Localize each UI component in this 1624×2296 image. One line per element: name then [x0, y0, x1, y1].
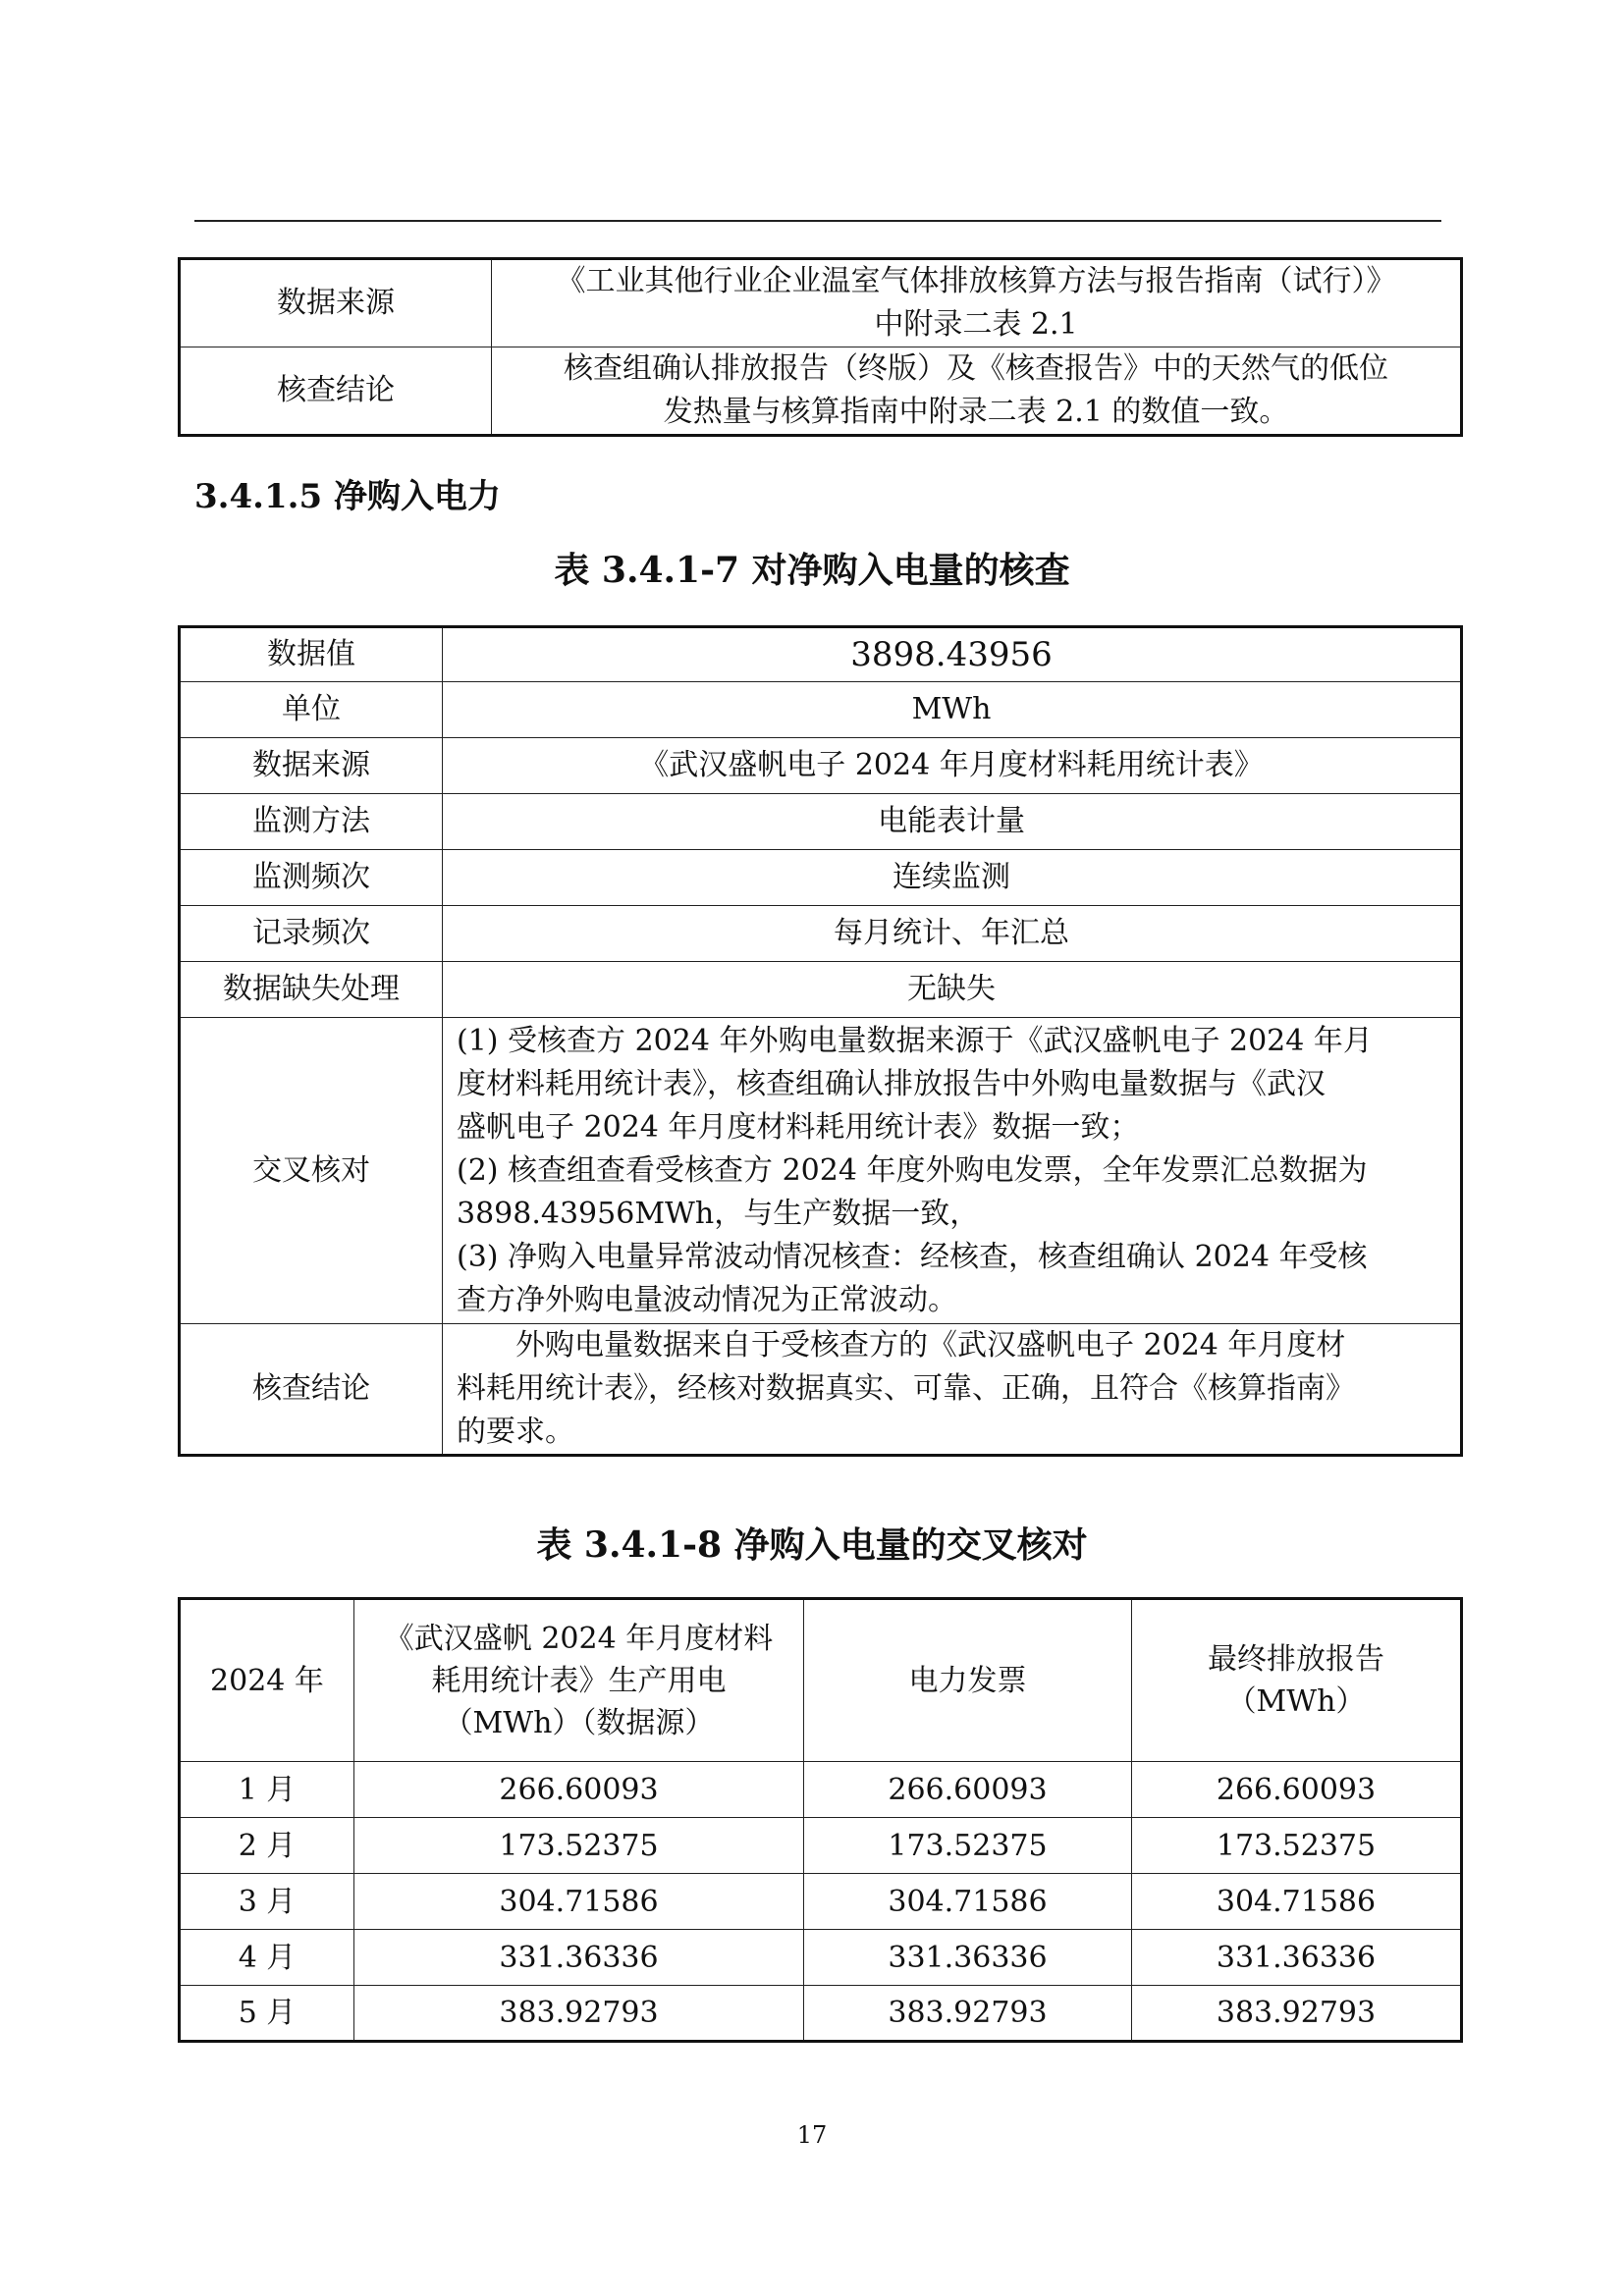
row-label: 核查结论	[180, 1324, 443, 1456]
row-label: 数据缺失处理	[180, 962, 443, 1018]
table2-caption: 表 3.4.1-8 净购入电量的交叉核对	[536, 1524, 1088, 1566]
report-cell: 304.71586	[1132, 1874, 1462, 1930]
table-row	[180, 627, 1462, 682]
header-line: （MWh）（数据源）	[443, 1705, 715, 1740]
value-line: 中附录二表 2.1	[874, 307, 1078, 342]
table-row	[180, 850, 1462, 906]
table-row	[180, 1818, 1462, 1874]
table-row	[180, 682, 1462, 738]
invoice-cell: 383.92793	[804, 1986, 1132, 2042]
table-row	[180, 962, 1462, 1018]
report-cell: 173.52375	[1132, 1818, 1462, 1874]
text-line: 外购电量数据来自于受核查方的《武汉盛帆电子 2024 年月度材	[515, 1328, 1346, 1362]
row-value	[492, 259, 1462, 347]
header-line: 耗用统计表》生产用电	[431, 1663, 727, 1698]
report-cell: 383.92793	[1132, 1986, 1462, 2042]
col-header-report	[1132, 1599, 1462, 1762]
month-cell: 2 月	[180, 1818, 354, 1874]
invoice-cell: 266.60093	[804, 1762, 1132, 1818]
month-cell: 5 月	[180, 1986, 354, 2042]
text-line: 料耗用统计表》，经核对数据真实、可靠、正确，且符合《核算指南》	[457, 1371, 1355, 1406]
cross-check-text	[443, 1018, 1462, 1324]
page-number: 17	[796, 2121, 828, 2149]
month-cell: 4 月	[180, 1930, 354, 1986]
source-cell: 266.60093	[354, 1762, 804, 1818]
table-row	[180, 1986, 1462, 2042]
row-value: 《武汉盛帆电子 2024 年月度材料耗用统计表》	[443, 738, 1462, 794]
row-label: 交叉核对	[180, 1018, 443, 1324]
conclusion-text	[443, 1324, 1462, 1456]
table-row	[180, 1930, 1462, 1986]
table-row	[180, 906, 1462, 962]
row-label: 数据值	[180, 627, 443, 682]
table-row	[180, 738, 1462, 794]
month-cell: 3 月	[180, 1874, 354, 1930]
table-row	[180, 794, 1462, 850]
row-value: 3898.43956	[443, 627, 1462, 682]
table-row	[180, 1018, 1462, 1324]
row-label: 监测频次	[180, 850, 443, 906]
table-row	[180, 347, 1462, 436]
section-heading: 3.4.1.5 净购入电力	[194, 477, 501, 516]
table1-caption: 表 3.4.1-7 对净购入电量的核查	[554, 550, 1070, 591]
row-label: 记录频次	[180, 906, 443, 962]
row-value: 连续监测	[443, 850, 1462, 906]
top-table	[178, 257, 1463, 437]
row-value: 电能表计量	[443, 794, 1462, 850]
header-line: （MWh）	[1226, 1684, 1366, 1719]
header-rule	[194, 220, 1441, 222]
report-cell: 331.36336	[1132, 1930, 1462, 1986]
source-cell: 383.92793	[354, 1986, 804, 2042]
source-cell: 331.36336	[354, 1930, 804, 1986]
col-header-invoice: 电力发票	[804, 1599, 1132, 1762]
table-row	[180, 1762, 1462, 1818]
row-value	[492, 347, 1462, 436]
source-cell: 173.52375	[354, 1818, 804, 1874]
text-line: (3) 净购入电量异常波动情况核查：经核查，核查组确认 2024 年受核	[457, 1239, 1368, 1274]
row-label: 数据来源	[180, 259, 492, 347]
value-line: 发热量与核算指南中附录二表 2.1 的数值一致。	[663, 395, 1289, 429]
text-line: 的要求。	[457, 1415, 574, 1449]
value-line: 核查组确认排放报告（终版）及《核查报告》中的天然气的低位	[564, 351, 1388, 386]
row-value: 无缺失	[443, 962, 1462, 1018]
row-value: MWh	[443, 682, 1462, 738]
invoice-cell: 173.52375	[804, 1818, 1132, 1874]
source-cell: 304.71586	[354, 1874, 804, 1930]
value-line: 《工业其他行业企业温室气体排放核算方法与报告指南（试行）》	[556, 264, 1396, 298]
table-row	[180, 259, 1462, 347]
electricity-check-table	[178, 625, 1463, 1457]
table-row	[180, 1874, 1462, 1930]
text-line: 度材料耗用统计表》，核查组确认排放报告中外购电量数据与《武汉	[457, 1066, 1326, 1101]
monthly-crosscheck-table	[178, 1597, 1463, 2043]
text-line: 盛帆电子 2024 年月度材料耗用统计表》数据一致；	[457, 1109, 1140, 1145]
row-value: 每月统计、年汇总	[443, 906, 1462, 962]
text-line: (1) 受核查方 2024 年外购电量数据来源于《武汉盛帆电子 2024 年月	[457, 1023, 1373, 1058]
row-label: 监测方法	[180, 794, 443, 850]
report-cell: 266.60093	[1132, 1762, 1462, 1818]
invoice-cell: 304.71586	[804, 1874, 1132, 1930]
col-header-year: 2024 年	[180, 1599, 354, 1762]
invoice-cell: 331.36336	[804, 1930, 1132, 1986]
text-line: (2) 核查组查看受核查方 2024 年度外购电发票，全年发票汇总数据为	[457, 1152, 1368, 1188]
text-line: 3898.43956MWh，与生产数据一致，	[457, 1196, 980, 1231]
col-header-source	[354, 1599, 804, 1762]
header-line: 最终排放报告	[1208, 1642, 1384, 1677]
row-label: 数据来源	[180, 738, 443, 794]
text-line: 查方净外购电量波动情况为正常波动。	[457, 1282, 957, 1317]
header-line: 《武汉盛帆 2024 年月度材料	[384, 1621, 774, 1656]
month-cell: 1 月	[180, 1762, 354, 1818]
row-label: 单位	[180, 682, 443, 738]
row-label: 核查结论	[180, 347, 492, 436]
table-header-row	[180, 1599, 1462, 1762]
table-row	[180, 1324, 1462, 1456]
